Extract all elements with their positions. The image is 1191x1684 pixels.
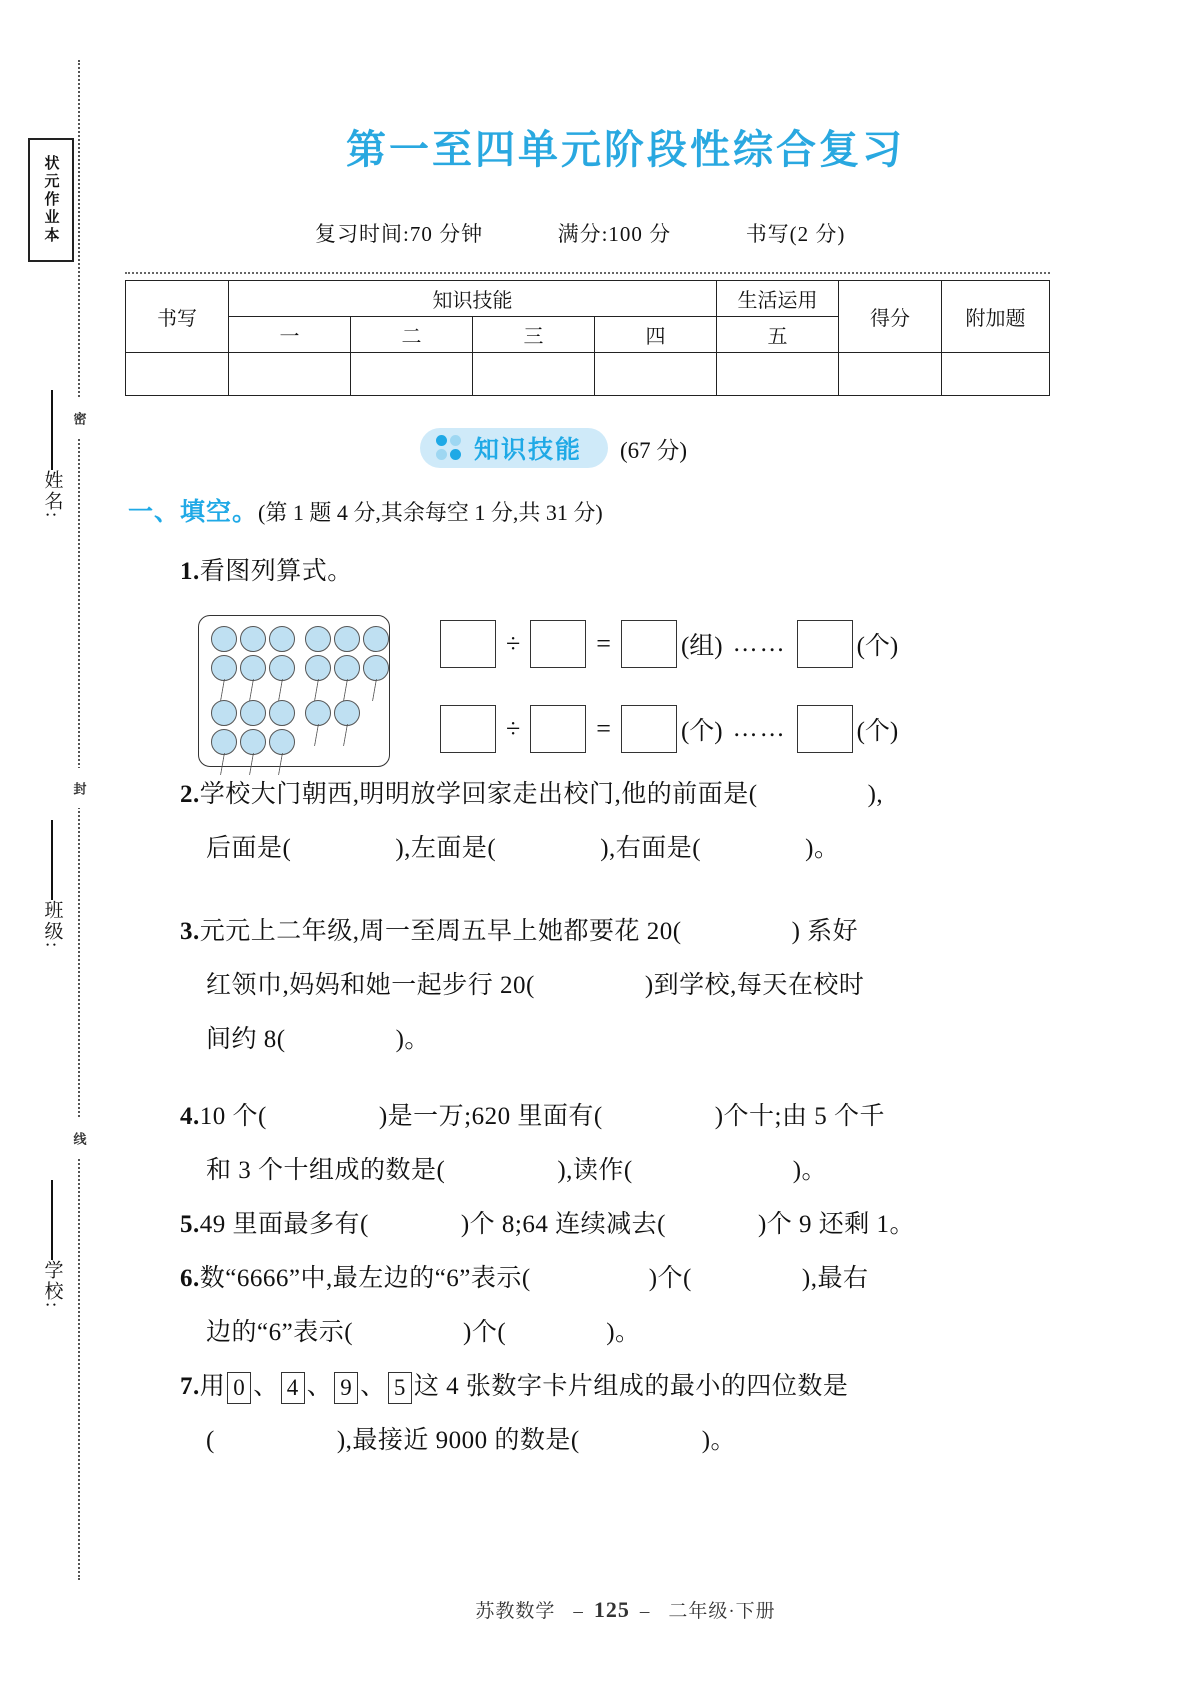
group-note: (第 1 题 4 分,其余每空 1 分,共 31 分) xyxy=(258,500,603,525)
q1-eq2-box-dividend[interactable] xyxy=(440,705,496,753)
q1-eq1-unit-group: (组) xyxy=(680,633,723,660)
question-7-blank-2[interactable] xyxy=(580,1414,702,1468)
question-3-text-b: ) 系好 xyxy=(791,918,859,945)
question-2-text-d: ),左面是( xyxy=(395,835,497,862)
score-input-3[interactable] xyxy=(473,353,595,396)
question-6-number: 6. xyxy=(180,1265,200,1292)
section-header xyxy=(420,428,687,468)
question-7-text-b: 这 4 张数字卡片组成的最小的四位数是 xyxy=(413,1373,849,1400)
question-2-text-b: ), xyxy=(867,781,884,808)
question-1-number: 1. xyxy=(180,558,200,585)
score-table xyxy=(125,280,1050,396)
field-class-label: 班级: xyxy=(41,900,63,950)
exam-meta-row xyxy=(315,218,845,248)
q1-eq1-box-divisor[interactable] xyxy=(530,620,586,668)
question-2-text-a: 学校大门朝西,明明放学回家走出校门,他的前面是( xyxy=(199,781,758,808)
field-class xyxy=(30,820,74,949)
question-7 xyxy=(180,1360,848,1468)
flower-icon xyxy=(436,435,462,461)
group-number: 一、填空。 xyxy=(128,498,259,526)
question-7-line-1 xyxy=(180,1360,848,1414)
question-7-text-a: 用 xyxy=(199,1373,226,1400)
q1-eq2-equals-sign: = xyxy=(596,714,611,743)
meta-full-score: 满分:100 分 xyxy=(557,222,672,246)
question-2-text-c: 后面是( xyxy=(206,835,292,862)
q1-eq2-dots: …… xyxy=(732,715,787,742)
question-6-text-d: 边的“6”表示( xyxy=(206,1319,354,1346)
meta-handwriting: 书写(2 分) xyxy=(745,222,846,246)
question-2-blank-2[interactable] xyxy=(291,822,395,876)
question-3-text-a: 元元上二年级,周一至周五早上她都要花 20( xyxy=(199,918,682,945)
brand-label: 状元作业本 xyxy=(42,155,60,245)
question-3 xyxy=(180,905,864,1067)
question-5-number: 5. xyxy=(180,1211,200,1238)
score-input-bonus[interactable] xyxy=(942,353,1050,396)
digit-card-0: 0 xyxy=(227,1372,251,1404)
footer-dash-left: – xyxy=(573,1601,584,1622)
score-group-life: 生活运用 xyxy=(717,281,839,317)
score-input-5[interactable] xyxy=(717,353,839,396)
digit-card-9: 9 xyxy=(334,1372,358,1404)
score-col-total: 得分 xyxy=(839,281,942,353)
question-7-text-e: )。 xyxy=(701,1427,737,1454)
question-4-text-a: 10 个( xyxy=(199,1103,267,1130)
page-footer xyxy=(120,1596,1131,1623)
question-5-text-a: 49 里面最多有( xyxy=(199,1211,369,1238)
meta-time: 复习时间:70 分钟 xyxy=(315,222,484,246)
card-sep-1: 、 xyxy=(253,1373,279,1400)
score-col-handwriting: 书写 xyxy=(126,281,229,353)
q1-eq1-equals-sign: = xyxy=(596,629,611,658)
question-4-blank-1[interactable] xyxy=(267,1090,379,1144)
question-6-text-b: )个( xyxy=(648,1265,692,1292)
question-5-text-c: )个 9 还剩 1。 xyxy=(757,1211,916,1238)
q1-eq2-box-divisor[interactable] xyxy=(530,705,586,753)
question-7-number: 7. xyxy=(180,1373,200,1400)
question-2-blank-4[interactable] xyxy=(701,822,805,876)
question-5-blank-1[interactable] xyxy=(369,1198,461,1252)
seal-mark-mi: 密 xyxy=(68,398,90,438)
footer-grade: 二年级·下册 xyxy=(668,1601,776,1622)
question-2-text-e: ),右面是( xyxy=(600,835,702,862)
q1-equation-1 xyxy=(440,620,898,668)
question-3-text-c: 红领巾,妈妈和她一起步行 20( xyxy=(206,972,535,999)
question-4-number: 4. xyxy=(180,1103,200,1130)
field-school-label: 学校: xyxy=(41,1260,63,1310)
seal-mark-xian: 线 xyxy=(68,1118,90,1158)
question-4-text-b: )是一万;620 里面有( xyxy=(378,1103,603,1130)
question-5-line-1 xyxy=(180,1198,915,1252)
question-6-line-1 xyxy=(180,1252,868,1306)
digit-card-4: 4 xyxy=(281,1372,305,1404)
score-sub-2: 二 xyxy=(351,317,473,353)
score-input-4[interactable] xyxy=(595,353,717,396)
seal-mark-feng: 封 xyxy=(68,768,90,808)
question-3-blank-2[interactable] xyxy=(535,959,645,1013)
q1-equation-2 xyxy=(440,705,898,753)
field-school-line xyxy=(51,1180,53,1260)
question-3-line-1 xyxy=(180,905,864,959)
question-4-blank-4[interactable] xyxy=(633,1144,793,1198)
question-6-text-e: )个( xyxy=(463,1319,507,1346)
q1-eq1-box-dividend[interactable] xyxy=(440,620,496,668)
question-3-line-2 xyxy=(206,959,864,1013)
left-margin-strip xyxy=(0,0,120,1684)
card-sep-2: 、 xyxy=(306,1373,333,1400)
q1-eq1-divide-sign: ÷ xyxy=(506,629,521,658)
question-4-blank-3[interactable] xyxy=(445,1144,557,1198)
header-dashed-divider xyxy=(125,272,1050,274)
question-5-blank-2[interactable] xyxy=(666,1198,758,1252)
question-6-blank-2[interactable] xyxy=(692,1252,802,1306)
footer-subject: 苏教数学 xyxy=(475,1601,556,1622)
question-6-blank-4[interactable] xyxy=(506,1306,606,1360)
question-3-line-3 xyxy=(206,1013,864,1067)
question-4-text-d: 和 3 个十组成的数是( xyxy=(206,1157,446,1184)
score-sub-1: 一 xyxy=(229,317,351,353)
question-2-blank-1[interactable] xyxy=(758,768,868,822)
q1-eq2-unit-item: (个) xyxy=(680,718,723,745)
score-col-bonus: 附加题 xyxy=(942,281,1050,353)
question-6-blank-1[interactable] xyxy=(531,1252,649,1306)
brand-logo-box xyxy=(28,138,74,262)
q1-eq1-unit-item: (个) xyxy=(856,633,899,660)
question-6-blank-3[interactable] xyxy=(353,1306,463,1360)
field-class-line xyxy=(51,820,53,900)
q1-eq1-dots: …… xyxy=(732,630,787,657)
q1-eq2-unit-item-2: (个) xyxy=(856,718,899,745)
section-badge-label: 知识技能 xyxy=(474,436,583,464)
question-4-line-2 xyxy=(206,1144,885,1198)
score-input-total[interactable] xyxy=(839,353,942,396)
question-7-line-2 xyxy=(206,1414,848,1468)
question-6 xyxy=(180,1252,868,1360)
score-sub-5: 五 xyxy=(717,317,839,353)
question-4-blank-2[interactable] xyxy=(603,1090,715,1144)
question-4-text-f: )。 xyxy=(792,1157,828,1184)
section-badge-score: (67 分) xyxy=(620,437,688,463)
q1-eq2-divide-sign: ÷ xyxy=(506,714,521,743)
question-6-text-f: )。 xyxy=(606,1319,641,1346)
score-input-handwriting[interactable] xyxy=(126,353,229,396)
page-title: 第一至四单元阶段性综合复习 xyxy=(346,128,905,172)
section-badge xyxy=(420,428,608,468)
digit-card-5: 5 xyxy=(388,1372,412,1404)
question-3-text-f: )。 xyxy=(395,1026,430,1053)
group-heading xyxy=(128,492,603,528)
question-2-text-f: )。 xyxy=(805,835,840,862)
question-4-text-c: )个十;由 5 个千 xyxy=(714,1103,885,1130)
score-sub-4: 四 xyxy=(595,317,717,353)
score-sub-3: 三 xyxy=(473,317,595,353)
question-1-text: 看图列算式。 xyxy=(199,558,353,585)
q1-eq1-box-remainder[interactable] xyxy=(797,620,853,668)
balloon-figure xyxy=(198,615,390,767)
question-7-text-c: ( xyxy=(206,1427,215,1454)
field-school xyxy=(30,1180,74,1309)
score-group-knowledge: 知识技能 xyxy=(229,281,717,317)
field-name xyxy=(30,390,74,519)
question-6-text-c: ),最右 xyxy=(801,1265,869,1292)
q1-eq1-box-quotient[interactable] xyxy=(621,620,677,668)
question-2-number: 2. xyxy=(180,781,200,808)
question-3-text-e: 间约 8( xyxy=(206,1026,286,1053)
question-3-text-d: )到学校,每天在校时 xyxy=(644,972,865,999)
q1-eq2-box-remainder[interactable] xyxy=(797,705,853,753)
question-6-text-a: 数“6666”中,最左边的“6”表示( xyxy=(199,1265,531,1292)
question-2-blank-3[interactable] xyxy=(496,822,600,876)
field-name-label: 姓名: xyxy=(41,470,63,520)
seal-dotted-line xyxy=(78,60,80,1580)
question-2-line-1 xyxy=(180,768,883,822)
question-5 xyxy=(180,1198,915,1252)
question-5-text-b: )个 8;64 连续减去( xyxy=(460,1211,666,1238)
question-7-blank-1[interactable] xyxy=(215,1414,337,1468)
question-2 xyxy=(180,768,883,876)
question-1 xyxy=(180,545,353,599)
footer-page-number: 125 xyxy=(593,1597,630,1622)
question-6-line-2 xyxy=(206,1306,868,1360)
question-7-text-d: ),最接近 9000 的数是( xyxy=(336,1427,580,1454)
q1-eq2-box-quotient[interactable] xyxy=(621,705,677,753)
card-sep-3: 、 xyxy=(360,1373,386,1400)
question-3-number: 3. xyxy=(180,918,200,945)
question-4 xyxy=(180,1090,885,1198)
score-input-2[interactable] xyxy=(351,353,473,396)
question-2-line-2 xyxy=(206,822,883,876)
footer-dash-right: – xyxy=(639,1601,651,1622)
question-4-text-e: ),读作( xyxy=(557,1157,633,1184)
score-input-1[interactable] xyxy=(229,353,351,396)
field-name-line xyxy=(51,390,53,470)
question-3-blank-1[interactable] xyxy=(682,905,792,959)
question-4-line-1 xyxy=(180,1090,885,1144)
question-3-blank-3[interactable] xyxy=(286,1013,396,1067)
